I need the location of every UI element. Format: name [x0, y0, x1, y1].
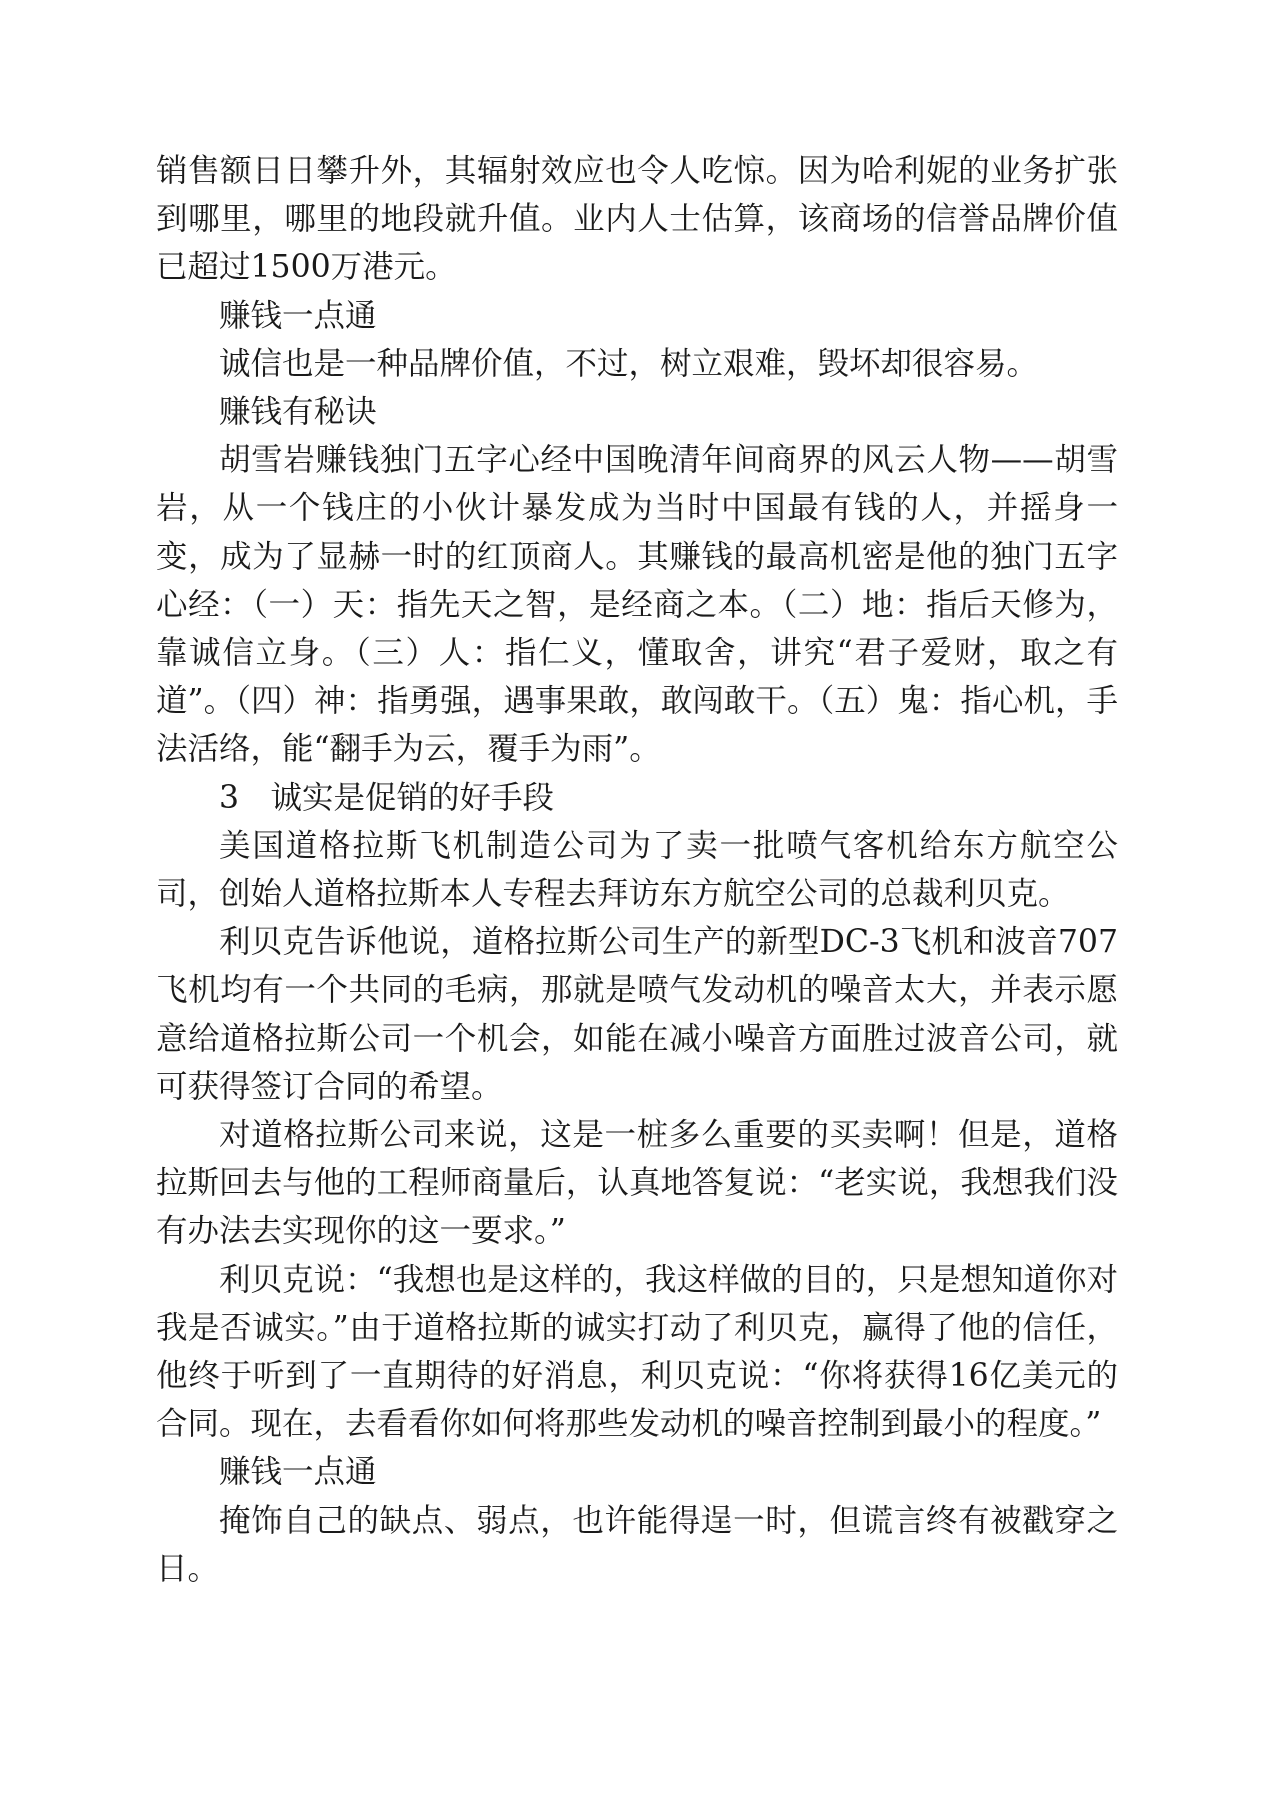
paragraph-douglas-reply: 对道格拉斯公司来说，这是一桩多么重要的买卖啊！但是，道格拉斯回去与他的工程师商量后，认真地答复说：“老实说，我想我们没有办法去实现你的这一要求。” — [156, 1117, 1118, 1250]
section-heading-honesty-promotion: 3 诚实是促销的好手段 — [219, 779, 555, 816]
paragraph-conclusion: 掩饰自己的缺点、弱点，也许能得逞一时，但谎言终有被戳穿之日。 — [156, 1502, 1118, 1587]
paragraph-integrity-brand: 诚信也是一种品牌价值，不过，树立艰难，毁坏却很容易。 — [219, 345, 1039, 382]
document-body — [156, 147, 1118, 1593]
paragraph-intro-continuation: 销售额日日攀升外，其辐射效应也令人吃惊。因为哈利妮的业务扩张到哪里，哪里的地段就升值。业内人士估算，该商场的信誉品牌价值已超过1500万港元。 — [156, 153, 1118, 286]
heading-money-tip-2: 赚钱一点通 — [219, 1454, 377, 1491]
paragraph-douglas-visit: 美国道格拉斯飞机制造公司为了卖一批喷气客机给东方航空公司，创始人道格拉斯本人专程去拜访东方航空公司的总裁利贝克。 — [156, 827, 1118, 913]
paragraph-hu-xueyan: 胡雪岩赚钱独门五字心经中国晚清年间商界的风云人物——胡雪岩，从一个钱庄的小伙计暴发成为当时中国最有钱的人，并摇身一变，成为了显赫一时的红顶商人。其赚钱的最高机密是他的独门五字心经：（一）天：指先天之智，是经商之本。（二）地：指后天修为，靠诚信立身。（三）人：指仁义，懂取舍，讲究“君子爱财，取之有道”。（四）神：指勇强，遇事果敢，敢闯敢干。（五）鬼：指心机，手法活络，能“翻手为云，覆手为雨”。 — [156, 442, 1118, 768]
paragraph-noise-problem: 利贝克告诉他说，道格拉斯公司生产的新型DC-3飞机和波音707飞机均有一个共同的毛病，那就是喷气发动机的噪音太大，并表示愿意给道格拉斯公司一个机会，如能在减小噪音方面胜过波音公司，就可获得签订合同的希望。 — [156, 924, 1118, 1105]
heading-money-secret: 赚钱有秘诀 — [219, 394, 377, 431]
heading-money-tip: 赚钱一点通 — [219, 297, 377, 334]
paragraph-contract-won: 利贝克说：“我想也是这样的，我这样做的目的，只是想知道你对我是否诚实。”由于道格拉斯的诚实打动了利贝克，赢得了他的信任，他终于听到了一直期待的好消息，利贝克说：“你将获得16亿美元的合同。现在，去看看你如何将那些发动机的噪音控制到最小的程度。” — [156, 1261, 1118, 1443]
